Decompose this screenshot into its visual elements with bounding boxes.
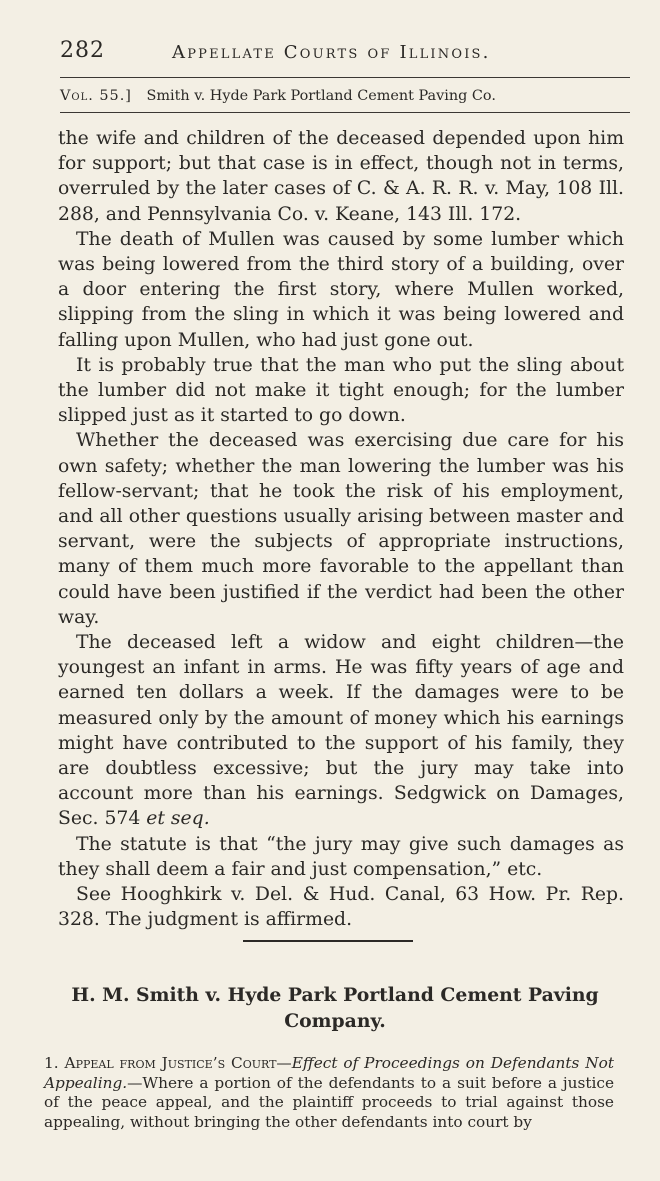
paragraph-7: See Hooghkirk v. Del. & Hud. Canal, 63 How. Pr. Rep. 328. The judgment is affirmed. (58, 884, 624, 931)
section-separator (243, 940, 413, 942)
paragraph-4: Whether the deceased was exercising due care for his own safety; whether the man lowering the lumber was his fellow-servant; that he took the risk of his employment, and all other questions usually arising between master and servant, were the subjects of appropriate instructions, many of them much more favorable to the appellant than could have been justified if the verdict had been the other way. (58, 430, 624, 628)
running-title: Appellate Courts of Illinois. (172, 42, 491, 63)
volume-label: Vol. 55.] (60, 88, 132, 104)
headnote-lead: Appeal from Justice’s Court— (64, 1054, 292, 1072)
paragraph-3: It is probably true that the man who put the sling about the lumber did not make it tight enough; for the lumber slipped just as it started to go down. (58, 354, 624, 427)
paragraph-2: The death of Mullen was caused by some lumber which was being lowered from the third story of a building, over a door entering the first story, where Mullen worked, slipping from the sling in which it was being lowered and falling upon Mullen, who had just gone out. (58, 228, 624, 351)
et-seq: et seq. (146, 808, 210, 830)
headnote-topic: Effect of Proceedings on Defendants Not Appealing. (44, 1054, 614, 1092)
case-caption-line (60, 88, 496, 104)
paragraph-5-text: The deceased left a widow and eight children—the youngest an infant in arms. He was fifty years of age and earned ten dollars a week. If the damages were to be measured only by the amount of money which his earnings might have contributed to the support of his family, they are doubtless excessive; but the jury may take into account more than his earnings. Sedgwick on Damages, Sec. 574 (58, 632, 624, 830)
case-caption: Smith v. Hyde Park Portland Cement Paving Co. (146, 88, 496, 104)
header-rule-bottom (60, 112, 630, 113)
headnote-text: —Where a portion of the defendants to a suit before a justice of the peace appeal, and the plaintiff proceeds to trial against those appealing, without bringing the other defendants into court by (44, 1073, 614, 1131)
next-case-title: H. M. Smith v. Hyde Park Portland Cement Paving Company. (71, 984, 599, 1032)
opinion-text (58, 126, 624, 933)
headnote (44, 1054, 614, 1132)
headnote-number: 1. (44, 1054, 59, 1072)
running-head (60, 38, 522, 74)
paragraph-6: The statute is that “the jury may give such damages as they shall deem a fair and just compensation,” etc. (58, 833, 624, 880)
paragraph-1: the wife and children of the deceased depended upon him for support; but that case is in effect, though not in terms, overruled by the later cases of C. & A. R. R. v. May, 108 Ill. 288, and Pennsylvania Co. v. Keane, 143 Ill. 172. (58, 128, 624, 225)
header-rule-top (60, 77, 630, 78)
paragraph-5 (58, 630, 624, 832)
page-number: 282 (60, 38, 105, 63)
